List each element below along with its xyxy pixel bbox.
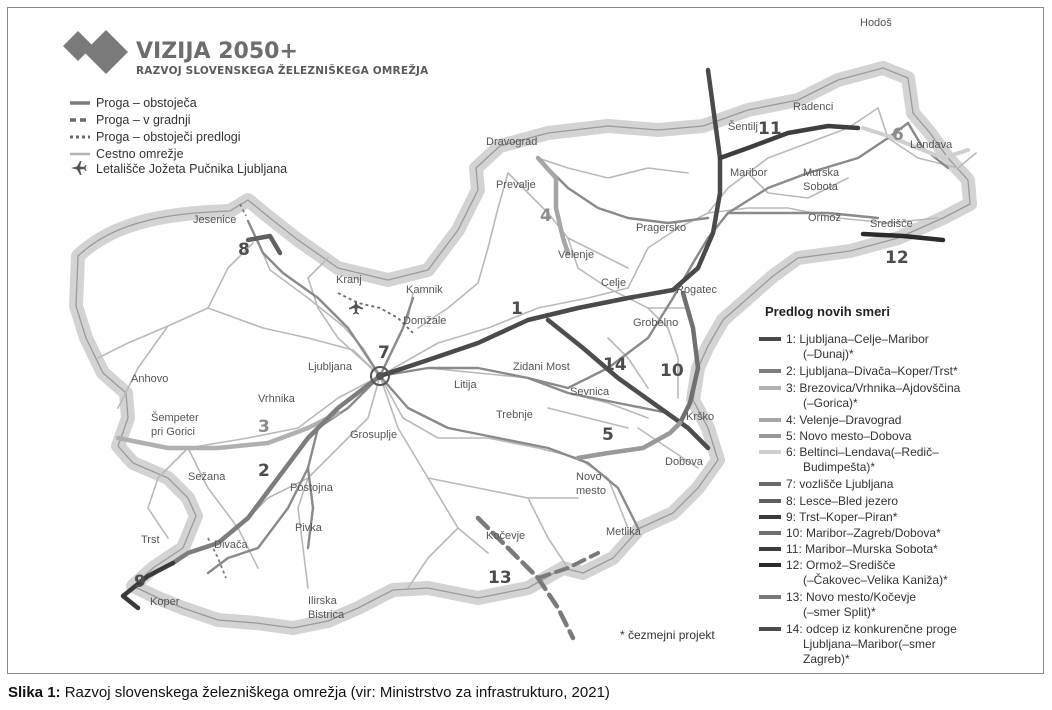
proposal-13-cont: (–smer Split)* bbox=[803, 605, 876, 619]
city-sezana: Sežana bbox=[188, 471, 226, 483]
line-5 bbox=[578, 423, 680, 458]
route-number-8: 8 bbox=[238, 240, 250, 260]
city-novo: Novo bbox=[576, 471, 602, 483]
proposal-13: 13: Novo mesto/Kočevje bbox=[786, 590, 917, 604]
city-pivka: Pivka bbox=[295, 522, 322, 534]
route-number-6: 6 bbox=[892, 125, 904, 145]
proposal-14-cont-1: Ljubljana–Maribor(–smer bbox=[803, 637, 936, 651]
proposal-9: 9: Trst–Koper–Piran* bbox=[786, 510, 898, 524]
route-number-13: 13 bbox=[488, 568, 512, 588]
route-number-2: 2 bbox=[258, 461, 270, 481]
proposal-4: 4: Velenje–Dravograd bbox=[786, 413, 902, 427]
route-number-9: 9 bbox=[134, 572, 146, 592]
legend-existing: Proga – obstoječa bbox=[96, 96, 197, 110]
legend-construction: Proga – v gradnji bbox=[96, 113, 191, 127]
airport-icon bbox=[349, 300, 363, 315]
route-number-1: 1 bbox=[511, 299, 523, 319]
caption-text: Razvoj slovenskega železniškega omrežja (vir: Ministrstvo za infrastrukturo, 2021) bbox=[60, 684, 610, 701]
city-hodos: Hodoš bbox=[860, 17, 892, 29]
city-sredisce: Središče bbox=[870, 218, 913, 230]
city-divaca: Divača bbox=[214, 539, 248, 551]
city-prevalje: Prevalje bbox=[496, 179, 536, 191]
city-pragersko: Pragersko bbox=[636, 222, 687, 234]
city-trst: Trst bbox=[141, 534, 160, 546]
city-postojna: Postojna bbox=[290, 482, 333, 494]
proposal-6-cont: Budimpešta)* bbox=[803, 460, 876, 474]
city-murska: Murska bbox=[803, 167, 840, 179]
route-number-12: 12 bbox=[885, 248, 909, 268]
city-jesenice: Jesenice bbox=[193, 214, 237, 226]
ljubljana-node-inner bbox=[376, 372, 384, 380]
city-kamnik: Kamnik bbox=[406, 284, 443, 296]
city-zidani-most: Zidani Most bbox=[513, 361, 570, 373]
city-anhovo: Anhovo bbox=[131, 373, 169, 385]
city-sevnica: Sevnica bbox=[570, 386, 610, 398]
route-number-5: 5 bbox=[602, 425, 614, 445]
proposal-2: 2: Ljubljana–Divača–Koper/Trst* bbox=[786, 364, 958, 378]
legend-airport: Letališče Jožeta Pučnika Ljubljana bbox=[96, 162, 288, 176]
city-lendava: Lendava bbox=[910, 139, 953, 151]
map-frame bbox=[7, 7, 1044, 674]
city-dravograd: Dravograd bbox=[486, 136, 538, 148]
city-rogatec: Rogatec bbox=[676, 284, 717, 296]
vizija-logo bbox=[63, 30, 128, 74]
city-koper: Koper bbox=[150, 596, 180, 608]
proposal-14: 14: odcep iz konkurenčne proge bbox=[786, 622, 957, 636]
proposal-6: 6: Beltinci–Lendava(–Redič– bbox=[786, 445, 939, 459]
city-sempeter-1: Šempeter bbox=[151, 412, 199, 424]
city-metlika: Metlika bbox=[606, 526, 641, 538]
city-sempeter-2: pri Gorici bbox=[151, 426, 196, 438]
route-number-4: 4 bbox=[540, 206, 552, 226]
route-number-3: 3 bbox=[258, 417, 270, 437]
city-grobelno: Grobelno bbox=[633, 317, 679, 329]
city-radenci: Radenci bbox=[793, 101, 834, 113]
route-number-10: 10 bbox=[660, 361, 684, 381]
city-grosuplje: Grosuplje bbox=[350, 429, 398, 441]
legend bbox=[70, 96, 287, 176]
proposal-12-cont: (–Čakovec–Velika Kaniža)* bbox=[803, 573, 948, 587]
caption-label: Slika 1: bbox=[8, 684, 61, 701]
route-number-14: 14 bbox=[603, 355, 627, 375]
city-bistrica: Bistrica bbox=[308, 609, 345, 621]
city-vrhnika: Vrhnika bbox=[258, 393, 295, 405]
route-number-7: 7 bbox=[378, 343, 390, 363]
city-dobova: Dobova bbox=[665, 456, 703, 468]
proposal-8: 8: Lesce–Bled jezero bbox=[786, 494, 899, 508]
route-number-11: 11 bbox=[758, 119, 782, 139]
proposal-1: 1: Ljubljana–Celje–Maribor bbox=[786, 332, 929, 346]
city-trebnje: Trebnje bbox=[496, 409, 533, 421]
city-velenje: Velenje bbox=[558, 249, 595, 261]
legend-road: Cestno omrežje bbox=[96, 147, 184, 161]
city-krsko: Krško bbox=[686, 411, 715, 423]
city-sobota: Sobota bbox=[803, 181, 838, 193]
city-mesto: mesto bbox=[576, 485, 606, 497]
city-maribor: Maribor bbox=[730, 167, 768, 179]
city-sentilj: Šentilj bbox=[728, 121, 758, 133]
railway-map bbox=[8, 8, 1043, 673]
proposal-3-cont: (–Gorica)* bbox=[803, 396, 858, 410]
proposal-1-cont: (–Dunaj)* bbox=[803, 347, 854, 361]
proposal-12: 12: Ormož–Središče bbox=[786, 558, 896, 572]
legend-airport-icon bbox=[71, 161, 87, 175]
proposal-11: 11: Maribor–Murska Sobota* bbox=[786, 542, 938, 556]
city-ljubljana: Ljubljana bbox=[308, 361, 353, 373]
proposal-7: 7: vozlišče Ljubljana bbox=[786, 477, 894, 491]
proposal-10: 10: Maribor–Zagreb/Dobova* bbox=[786, 526, 941, 540]
proposal-5: 5: Novo mesto–Dobova bbox=[786, 429, 912, 443]
proposals-panel bbox=[620, 304, 961, 666]
city-kocevje: Kočevje bbox=[486, 530, 526, 542]
rail-proposal-dashed-kranj bbox=[338, 293, 413, 333]
city-kranj: Kranj bbox=[336, 274, 362, 286]
line-14 bbox=[548, 320, 708, 448]
city-celje: Celje bbox=[601, 277, 627, 289]
figure-caption bbox=[8, 684, 610, 701]
city-litija: Litija bbox=[454, 379, 477, 391]
line-8 bbox=[248, 236, 280, 253]
legend-proposals: Proga – obstoječi predlogi bbox=[96, 130, 241, 144]
city-domzale: Domžale bbox=[403, 315, 447, 327]
city-ormoz: Ormož bbox=[808, 212, 841, 224]
proposal-14-cont-2: Zagreb)* bbox=[803, 652, 850, 666]
header-title: VIZIJA 2050+ bbox=[136, 39, 298, 64]
proposals-title: Predlog novih smeri bbox=[765, 304, 890, 319]
city-ilirska: Ilirska bbox=[308, 595, 337, 607]
proposal-3: 3: Brezovica/Vrhnika–Ajdovščina bbox=[786, 381, 961, 395]
proposals-footnote: * čezmejni projekt bbox=[620, 628, 715, 642]
header-subtitle: RAZVOJ SLOVENSKEGA ŽELEZNIŠKEGA OMREŽJA bbox=[136, 65, 429, 77]
